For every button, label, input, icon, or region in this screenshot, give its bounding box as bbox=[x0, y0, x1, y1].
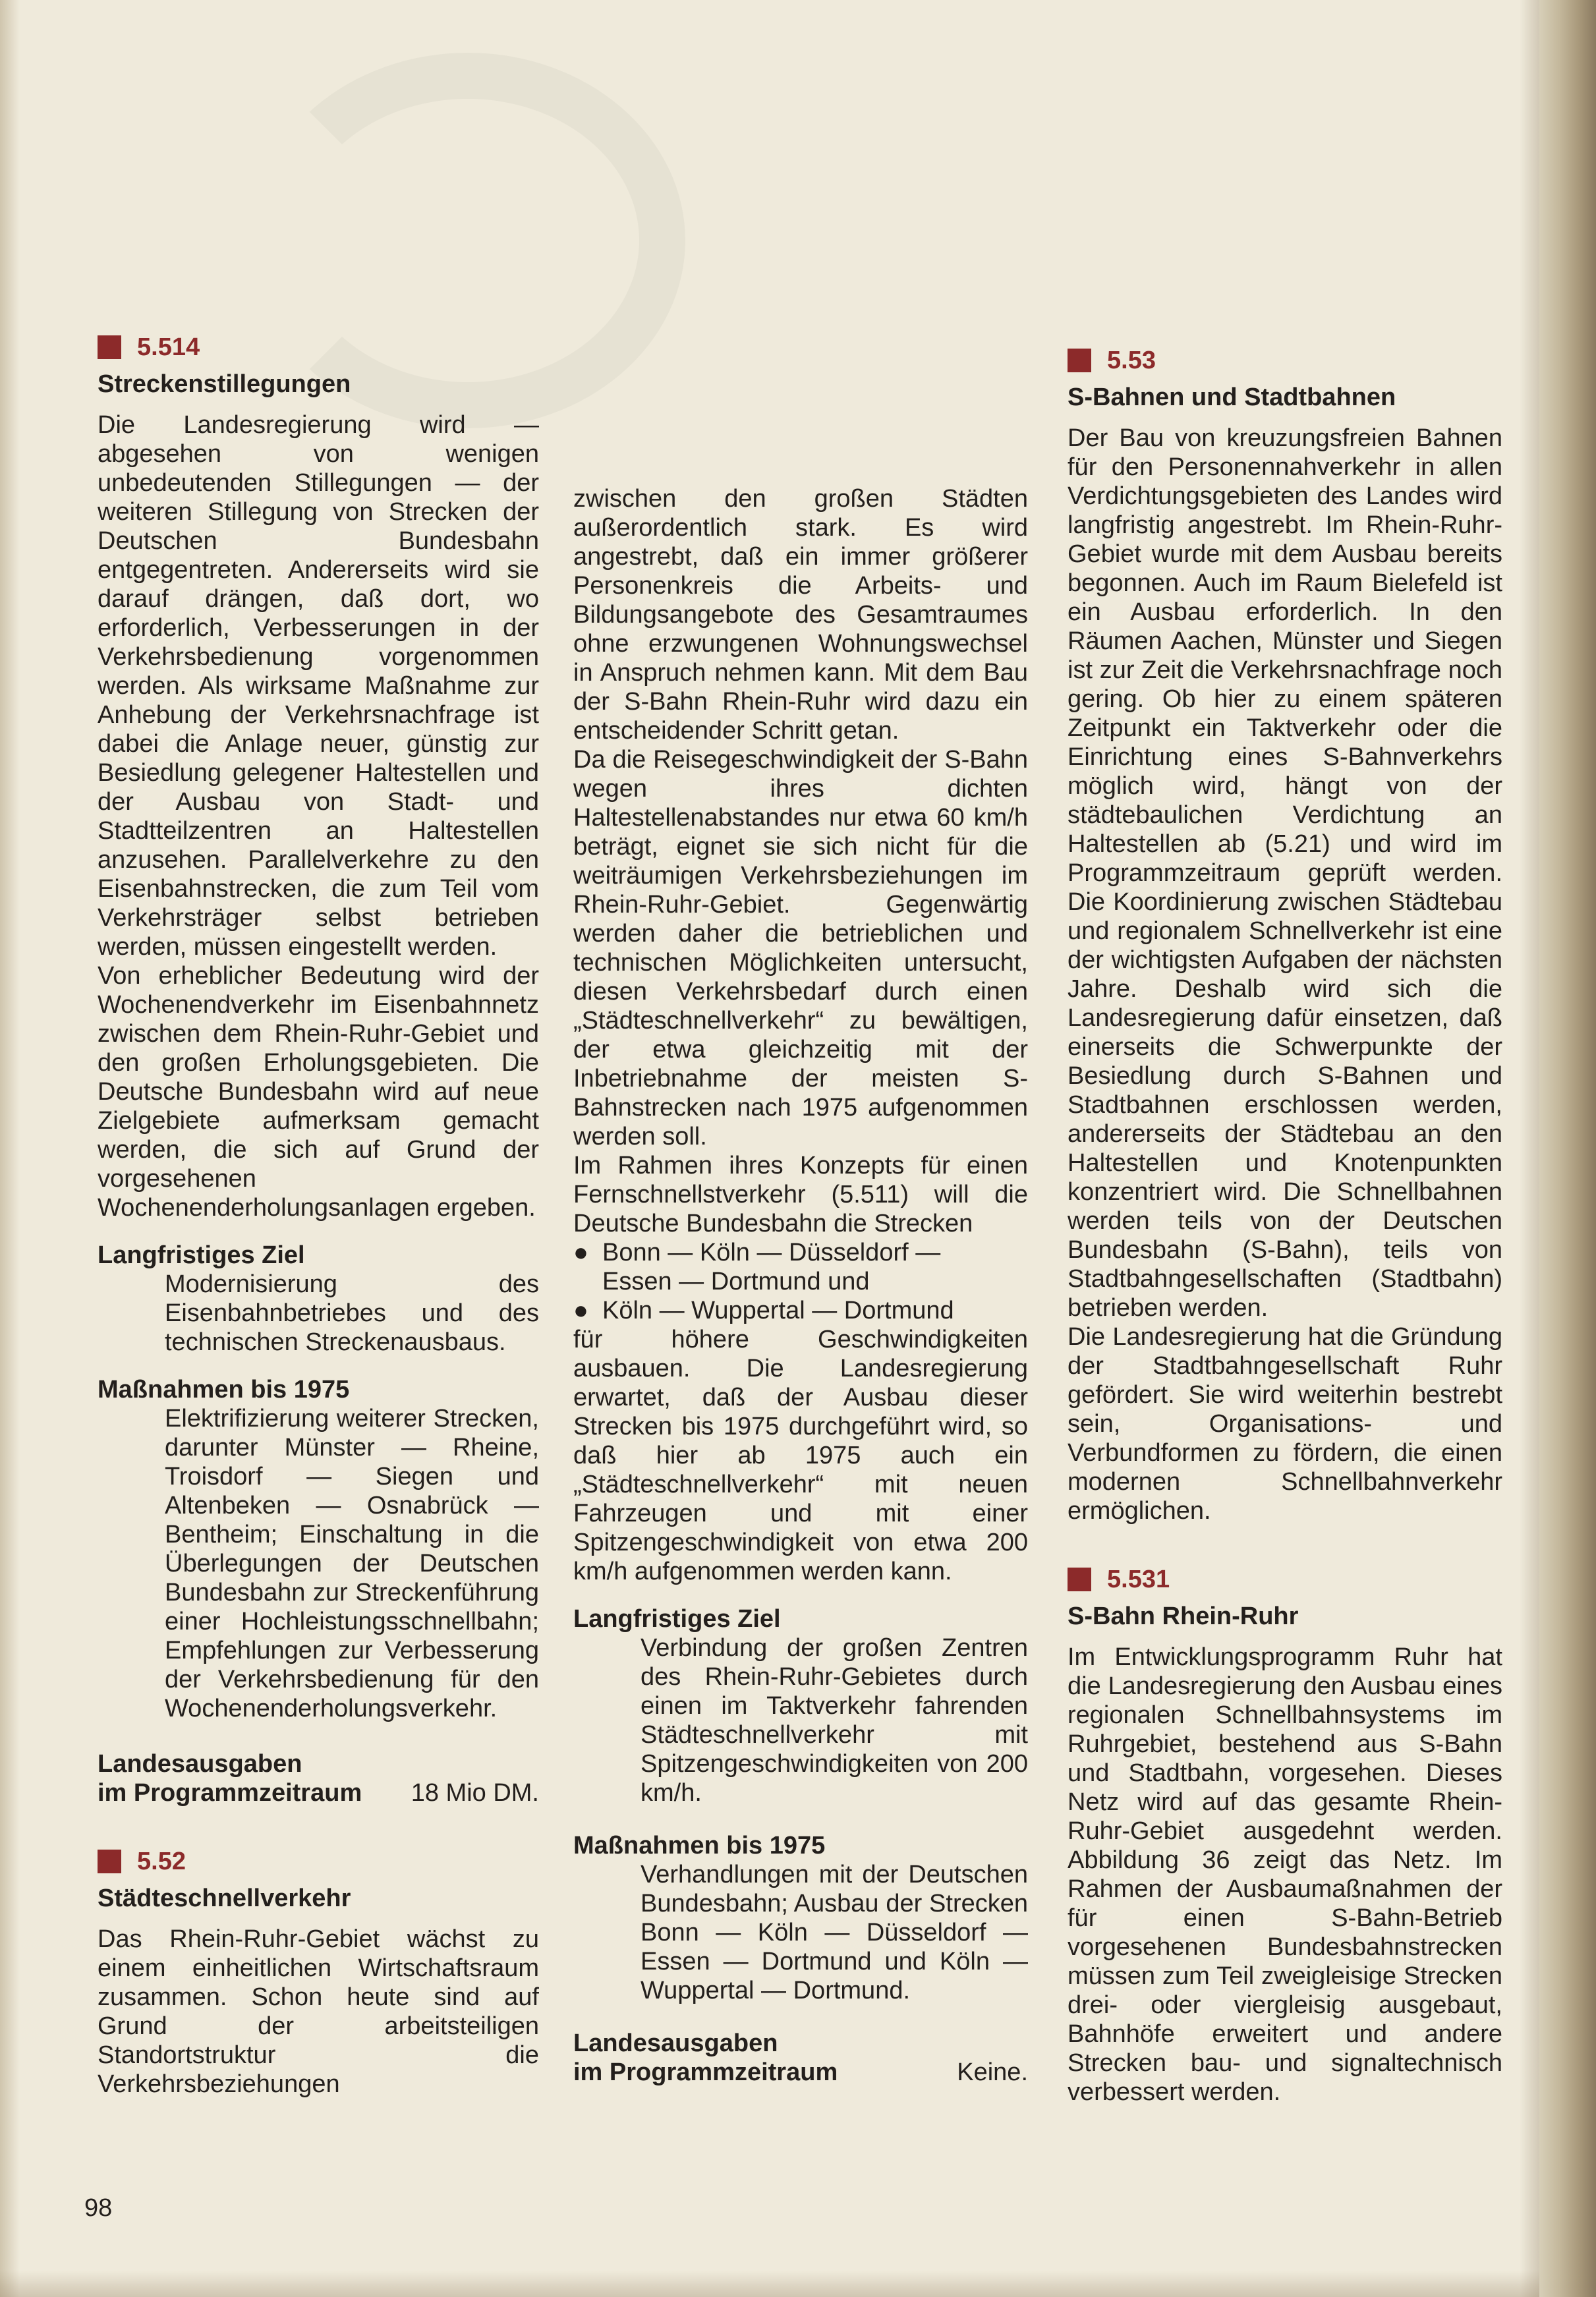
list-item bbox=[573, 1296, 1028, 1325]
budget-value: Keine. bbox=[957, 2058, 1028, 2086]
column-left bbox=[98, 333, 539, 2099]
measures-text: Elektrifizierung weiterer Strecken, darunter Münster — Rheine, Troisdorf — Siegen und Altenbeken — Osnabrück — Bentheim; Einschaltung in die Überlegungen der Deutschen Bundesbahn zur Streckenführung einer Hochleistungsschnellbahn; Empfehlungen zur Verbesserung der Verkehrsbedienung für den Wochenenderholungsverkehr. bbox=[165, 1405, 539, 1722]
section-marker-icon bbox=[1068, 349, 1091, 372]
list-item bbox=[573, 1238, 1028, 1267]
section-marker-icon bbox=[98, 1850, 121, 1873]
bullet-icon: ● bbox=[573, 1239, 588, 1266]
section-header-553 bbox=[1068, 346, 1502, 375]
budget-label: Landesausgaben bbox=[98, 1750, 302, 1778]
left-page-shadow bbox=[0, 0, 20, 2297]
section-number: 5.514 bbox=[137, 333, 200, 361]
paragraph: für höhere Geschwindigkeiten ausbauen. Die Landesregierung erwartet, daß der Ausbau dieser Strecken bis 1975 durchgeführt wird, so daß hier ab 1975 auch ein „Städteschnellverkehr“ mit neuen Fahrzeugen und mit einer Spitzengeschwindigkeit von etwa 200 km/h aufgenommen werden kann. bbox=[573, 1326, 1028, 1585]
section-header-552 bbox=[98, 1847, 539, 1876]
section-number: 5.531 bbox=[1107, 1566, 1170, 1593]
bottom-page-shadow bbox=[0, 2271, 1539, 2297]
goal-text: Verbindung der großen Zentren des Rhein-Ruhr-Gebietes durch einen im Taktverkehr fahrenden Städteschnellverkehr mit Spitzengeschwindigkeiten von 200 km/h. bbox=[641, 1634, 1028, 1807]
section-title: S-Bahn Rhein-Ruhr bbox=[1068, 1602, 1299, 1630]
section-title: Streckenstillegungen bbox=[98, 370, 351, 398]
paragraph: Die Landesregierung wird — abgesehen von wenigen unbedeutenden Stillegungen — der weiteren Stillegung von Strecken der Deutschen Bundesbahn entgegentreten. Andererseits wird sie darauf drängen, daß dort, wo erforderlich, Verbesserungen in der Verkehrsbedienung vorgenommen werden. Als wirksame Maßnahme zur Anhebung der Verkehrsnachfrage ist dabei die Anlage neuer, günstig zur Besiedlung gelegener Haltestellen und der Ausbau von Stadt- und Stadtteilzentren an Haltestellen anzusehen. Parallelverkehre zu den Eisenbahnstrecken, die zum Teil vom Verkehrsträger selbst betrieben werden, müssen eingestellt werden. bbox=[98, 411, 539, 961]
budget-block bbox=[573, 2029, 1028, 2087]
budget-label: im Programmzeitraum bbox=[573, 2058, 838, 2086]
page-number: 98 bbox=[84, 2194, 113, 2222]
paragraph: Im Rahmen ihres Konzepts für einen Fernschnellstverkehr (5.511) will die Deutsche Bundesbahn die Strecken bbox=[573, 1152, 1028, 1237]
budget-row bbox=[98, 1778, 539, 1807]
budget-row bbox=[573, 2058, 1028, 2087]
budget-label: Landesausgaben bbox=[573, 2029, 778, 2057]
section-header-5531 bbox=[1068, 1565, 1502, 1594]
subheading-goal: Langfristiges Ziel bbox=[98, 1241, 305, 1269]
paragraph: Da die Reisegeschwindigkeit der S-Bahn wegen ihres dichten Haltestellenabstandes nur etwa 60 km/h beträgt, eignet sie sich nicht für die weiträumigen Verkehrsbeziehungen im Rhein-Ruhr-Gebiet. Gegenwärtig werden daher die betrieblichen und technischen Möglichkeiten untersucht, diesen Verkehrsbedarf durch einen „Städteschnellverkehr“ zu bewältigen, der etwa gleichzeitig mit der Inbetriebnahme der meisten S-Bahnstrecken nach 1975 aufgenommen werden soll. bbox=[573, 746, 1028, 1150]
column-right bbox=[1068, 346, 1502, 2107]
paragraph: Das Rhein-Ruhr-Gebiet wächst zu einem einheitlichen Wirtschaftsraum zusammen. Schon heute sind auf Grund der arbeitsteiligen Standortstruktur die Verkehrsbeziehungen bbox=[98, 1925, 539, 2098]
list-item-text: Köln — Wuppertal — Dortmund bbox=[602, 1297, 954, 1324]
section-title: S-Bahnen und Stadtbahnen bbox=[1068, 383, 1396, 411]
section-title: Städteschnellverkehr bbox=[98, 1885, 351, 1912]
budget-label: im Programmzeitraum bbox=[98, 1779, 362, 1807]
budget-block bbox=[98, 1749, 539, 1807]
paragraph: Die Landesregierung hat die Gründung der Stadtbahngesellschaft Ruhr gefördert. Sie wird weiterhin bestrebt sein, Organisations- und Verbundformen zu fördern, die einen modernen Schnellbahnverkehr ermöglichen. bbox=[1068, 1323, 1502, 1525]
bullet-icon: ● bbox=[573, 1297, 588, 1324]
section-header-5514 bbox=[98, 333, 539, 362]
section-marker-icon bbox=[1068, 1568, 1091, 1591]
subheading-goal: Langfristiges Ziel bbox=[573, 1605, 781, 1633]
paragraph: Im Entwicklungsprogramm Ruhr hat die Landesregierung den Ausbau eines regionalen Schnellbahnsystems im Ruhrgebiet, bestehend aus S-Bahn und Stadtbahn, vorgesehen. Dieses Netz wird auf das gesamte Rhein-Ruhr-Gebiet ausgedehnt werden. Abbildung 36 zeigt das Netz. Im Rahmen der Ausbaumaßnahmen der für einen S-Bahn-Betrieb vorgesehenen Bundesbahnstrecken müssen zum Teil zweigleisige Strecken drei- oder viergleisig ausgebaut, Bahnhöfe erweitert und andere Strecken bau- und signaltechnisch verbessert werden. bbox=[1068, 1643, 1502, 2106]
subheading-measures: Maßnahmen bis 1975 bbox=[98, 1376, 350, 1404]
measures-text: Verhandlungen mit der Deutschen Bundesbahn; Ausbau der Strecken Bonn — Köln — Düsseldorf — Essen — Dortmund und Köln — Wuppertal — Dortmund. bbox=[641, 1861, 1028, 2004]
goal-text: Modernisierung des Eisenbahnbetriebes und des technischen Streckenausbaus. bbox=[165, 1270, 539, 1356]
page-edge bbox=[1539, 0, 1596, 2297]
section-marker-icon bbox=[98, 335, 121, 359]
section-number: 5.53 bbox=[1107, 347, 1156, 374]
list-item-continuation: Essen — Dortmund und bbox=[602, 1268, 870, 1295]
paragraph: Der Bau von kreuzungsfreien Bahnen für den Personennahverkehr in allen Verdichtungsgebieten des Landes wird langfristig angestrebt. Im Rhein-Ruhr-Gebiet wurde mit dem Ausbau bereits begonnen. Auch im Raum Bielefeld ist ein Ausbau erforderlich. In den Räumen Aachen, Münster und Siegen ist zur Zeit die Verkehrsnachfrage noch gering. Ob hier zu einem späteren Zeitpunkt ein Taktverkehr oder die Einrichtung eines S-Bahnverkehrs möglich wird, hängt von der städtebaulichen Verdichtung an Haltestellen ab (5.21) und wird im Programmzeitraum geprüft werden. Die Koordinierung zwischen Städtebau und regionalem Schnellverkehr ist eine der wichtigsten Aufgaben der nächsten Jahre. Deshalb wird sich die Landesregierung dafür einsetzen, daß einerseits die Schwerpunkte der Besiedlung durch S-Bahnen und Stadtbahnen erschlossen werden, andererseits der Städtebau an den Haltestellen und Knotenpunkten konzentriert wird. Die Schnellbahnen werden teils von der Deutschen Bundesbahn (S-Bahn), teils von Stadtbahngesellschaften (Stadtbahn) betrieben werden. bbox=[1068, 424, 1502, 1322]
budget-value: 18 Mio DM. bbox=[411, 1779, 539, 1807]
paragraph: Von erheblicher Bedeutung wird der Wochenendverkehr im Eisenbahnnetz zwischen dem Rhein-Ruhr-Gebiet und den großen Erholungsgebieten. Die Deutsche Bundesbahn wird auf neue Zielgebiete aufmerksam gemacht werden, die sich auf Grund der vorgesehenen Wochenenderholungsanlagen ergeben. bbox=[98, 962, 539, 1222]
paragraph: zwischen den großen Städten außerordentlich stark. Es wird angestrebt, daß ein immer größerer Personenkreis die Arbeits- und Bildungsangebote des Gesamtraumes ohne erzwungenen Wohnungswechsel in Anspruch nehmen kann. Mit dem Bau der S-Bahn Rhein-Ruhr wird dazu ein entscheidender Schritt getan. bbox=[573, 485, 1028, 745]
section-number: 5.52 bbox=[137, 1848, 186, 1875]
subheading-measures: Maßnahmen bis 1975 bbox=[573, 1832, 826, 1859]
list-item-text: Bonn — Köln — Düsseldorf — bbox=[602, 1239, 941, 1266]
column-middle bbox=[573, 484, 1028, 2087]
